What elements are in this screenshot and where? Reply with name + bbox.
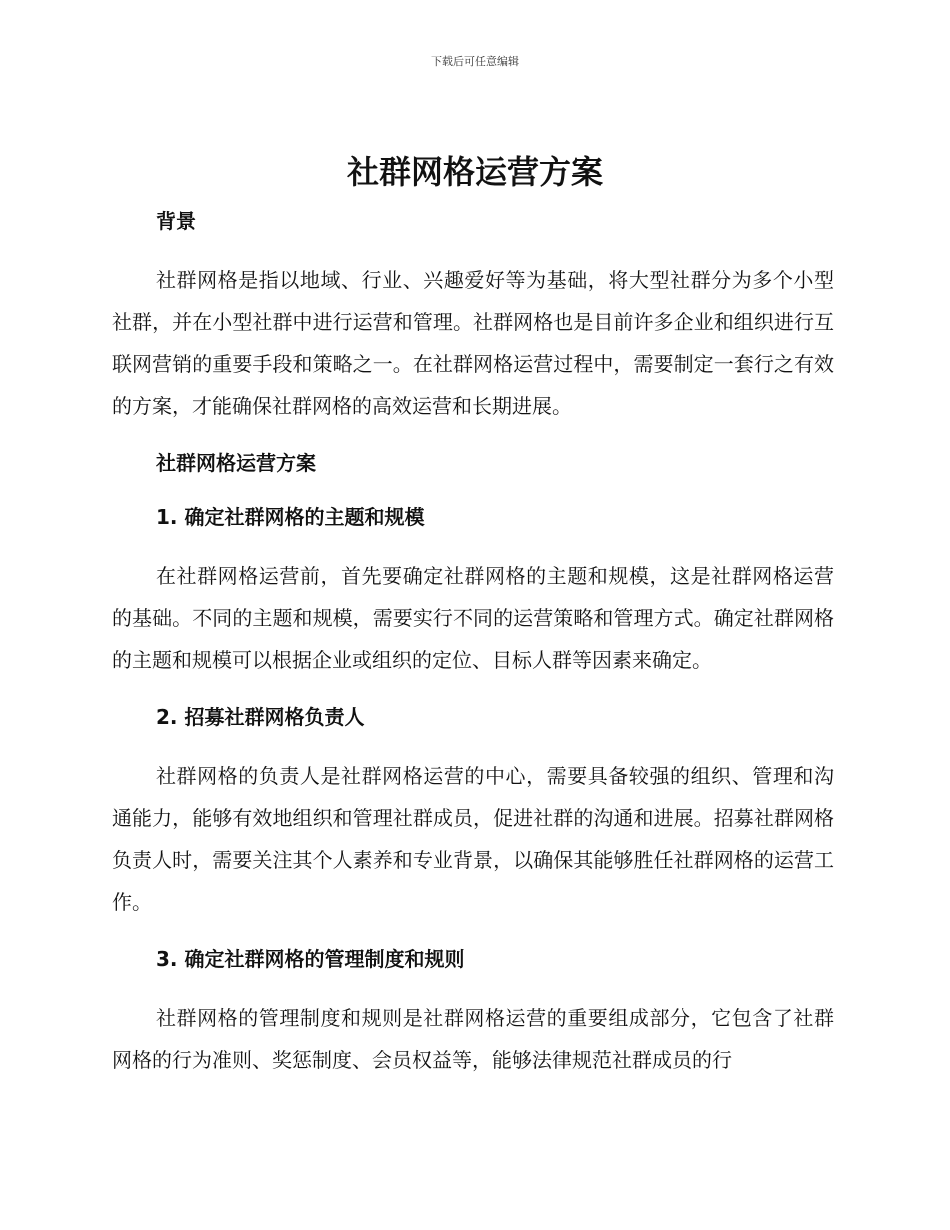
section-paragraph: 在社群网格运营前，首先要确定社群网格的主题和规模，这是社群网格运营的基础。不同的主题和规模，需要实行不同的运营策略和管理方式。确定社群网格的主题和规模可以根据企业或组织的定位、目标人群等因素来确定。 xyxy=(112,564,834,672)
document-title: 社群网格运营方案 xyxy=(346,153,603,191)
section-heading: 背景 xyxy=(156,209,196,233)
section-3 xyxy=(112,943,834,1081)
section-heading: 2. 招募社群网格负责人 xyxy=(156,705,365,729)
header-note: 下载后可任意编辑 xyxy=(431,55,519,68)
section-background xyxy=(112,205,834,447)
section-heading: 1. 确定社群网格的主题和规模 xyxy=(156,505,425,529)
section-heading: 3. 确定社群网格的管理制度和规则 xyxy=(156,947,465,971)
section-plan xyxy=(112,447,834,501)
section-1 xyxy=(112,501,834,701)
section-paragraph: 社群网格的负责人是社群网格运营的中心，需要具备较强的组织、管理和沟通能力，能够有效地组织和管理社群成员，促进社群的沟通和进展。招募社群网格负责人时，需要关注其个人素养和专业背景，以确保其能够胜任社群网格的运营工作。 xyxy=(112,764,834,914)
section-paragraph: 社群网格是指以地域、行业、兴趣爱好等为基础，将大型社群分为多个小型社群，并在小型社群中进行运营和管理。社群网格也是目前许多企业和组织进行互联网营销的重要手段和策略之一。在社群网格运营过程中，需要制定一套行之有效的方案，才能确保社群网格的高效运营和长期进展。 xyxy=(112,268,834,418)
document-body xyxy=(112,205,834,1081)
section-paragraph: 社群网格的管理制度和规则是社群网格运营的重要组成部分，它包含了社群网格的行为准则、奖惩制度、会员权益等，能够法律规范社群成员的行 xyxy=(112,1006,834,1072)
section-heading: 社群网格运营方案 xyxy=(156,451,316,475)
section-2 xyxy=(112,701,834,943)
